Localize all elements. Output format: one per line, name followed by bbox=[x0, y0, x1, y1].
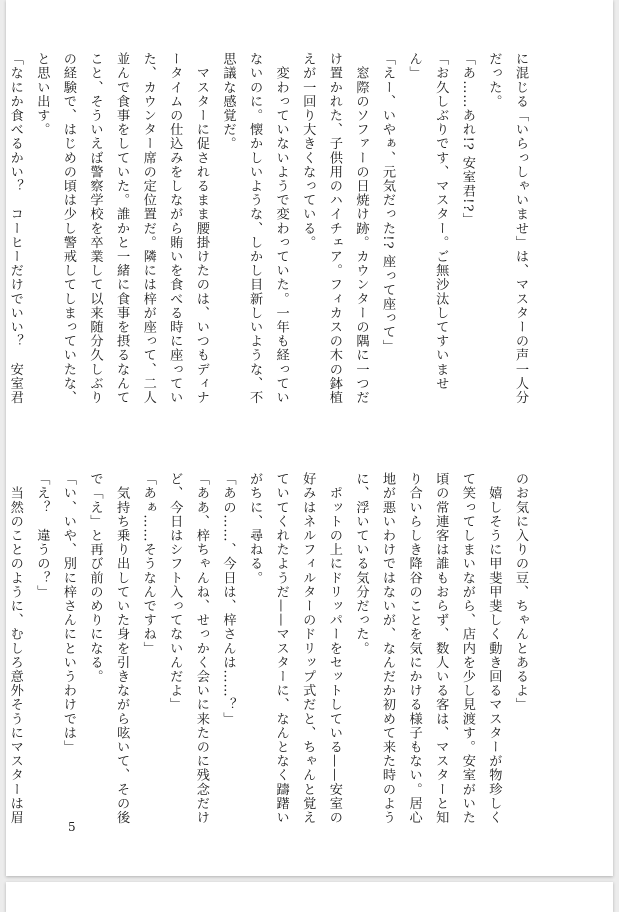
text-line: 「ああ、梓ちゃんね、せっかく会いに来たのに残念だけ bbox=[193, 472, 209, 825]
text-line: 嬉しそうに甲斐甲斐しく動き回るマスターが物珍しく bbox=[486, 472, 502, 825]
text-line: ータイムの仕込みをしながら賄いを食べる時に座ってい bbox=[167, 52, 183, 405]
text-line: で「え」と再び前のめりになる。 bbox=[87, 472, 103, 684]
text-line: 並んで食事をしていた。誰かと一緒に食事を摂るなんて bbox=[114, 52, 130, 405]
text-line: 当然のことのように、むしろ意外そうにマスターは眉 bbox=[7, 472, 23, 825]
text-line: 気持ち乗り出していた身を引きながら呟いて、その後 bbox=[114, 472, 130, 825]
text-line: 「えー、いやぁ、元気だった!? 座って座って」 bbox=[380, 52, 396, 354]
page-number: 5 bbox=[68, 820, 76, 834]
text-line: 「あ……あれ!? 安室君!?」 bbox=[459, 52, 475, 227]
text-line: 頃の常連客は誰もおらず、数人いる客は、マスターと知 bbox=[433, 472, 449, 825]
text-line: 「い、いや、別に梓さんにというわけでは」 bbox=[60, 472, 76, 754]
text-line: け置かれた、子供用のハイチェア。フィカスの木の鉢植 bbox=[326, 52, 342, 405]
next-page-edge[interactable] bbox=[6, 882, 613, 912]
text-line: 「あぁ……そうなんですね」 bbox=[140, 472, 156, 656]
text-line: 「え？ 違うの？」 bbox=[34, 472, 50, 599]
text-line: のお気に入りの豆、ちゃんとあるよ」 bbox=[513, 472, 528, 712]
text-line: ポットの上にドリッパーをセットしている——安室の bbox=[326, 472, 342, 825]
text-block-upper bbox=[7, 52, 533, 405]
text-block-lower bbox=[7, 472, 533, 825]
text-line: 窓際のソファーの日焼け跡。カウンターの隅に一つだ bbox=[353, 52, 369, 405]
text-line: 変わっていないようで変わっていた。一年も経ってい bbox=[273, 52, 289, 405]
text-line: こと、そういえば警察学校を卒業して以来随分久しぶり bbox=[87, 52, 103, 405]
text-line: だった。 bbox=[486, 52, 502, 109]
text-line: と思い出す。 bbox=[34, 52, 50, 137]
text-line: て笑ってしまいながら、店内を少し見渡す。安室がいた bbox=[459, 472, 475, 825]
text-line: えが一回り大きくなっている。 bbox=[300, 52, 316, 250]
text-line: の経験で、はじめの頃は少し警戒してしまっていたな、 bbox=[60, 52, 76, 405]
text-line: 「お久しぶりです、マスター。ご無沙汰してすいませ bbox=[433, 52, 449, 391]
text-line: がちに、尋ねる。 bbox=[247, 472, 263, 585]
text-line: 「なにか食べるかい？ コーヒーだけでいい？ 安室君 bbox=[7, 52, 23, 405]
text-line: マスターに促されるまま腰掛けたのは、いつもディナ bbox=[193, 52, 209, 405]
text-line: 「あの……、今日は、梓さんは……？」 bbox=[220, 472, 236, 726]
text-line: に混じる「いらっしゃいませ」は、マスターの声一人分 bbox=[513, 52, 528, 405]
text-line: ん」 bbox=[406, 52, 422, 81]
text-line: ど、今日はシフト入ってないんだよ」 bbox=[167, 472, 183, 712]
book-page bbox=[6, 0, 613, 876]
text-line: ないのに。懐かしいような、しかし目新しいような、不 bbox=[247, 52, 263, 405]
text-line: 思議な感覚だ。 bbox=[220, 52, 236, 151]
text-line: た、カウンター席の定位置だ。隣には梓が座って、二人 bbox=[140, 52, 156, 405]
text-line: ていてくれたようだ——マスターに、なんとなく躊躇い bbox=[273, 472, 289, 825]
text-line: に、浮いている気分だった。 bbox=[353, 472, 369, 656]
text-line: 地が悪いわけではないが、なんだか初めて来た時のよう bbox=[380, 472, 396, 825]
text-line: り合いらしき降谷のことを気にかける様子もない。居心 bbox=[406, 472, 422, 825]
text-line: 好みはネルフィルターのドリップ式だと、ちゃんと覚え bbox=[300, 472, 316, 825]
